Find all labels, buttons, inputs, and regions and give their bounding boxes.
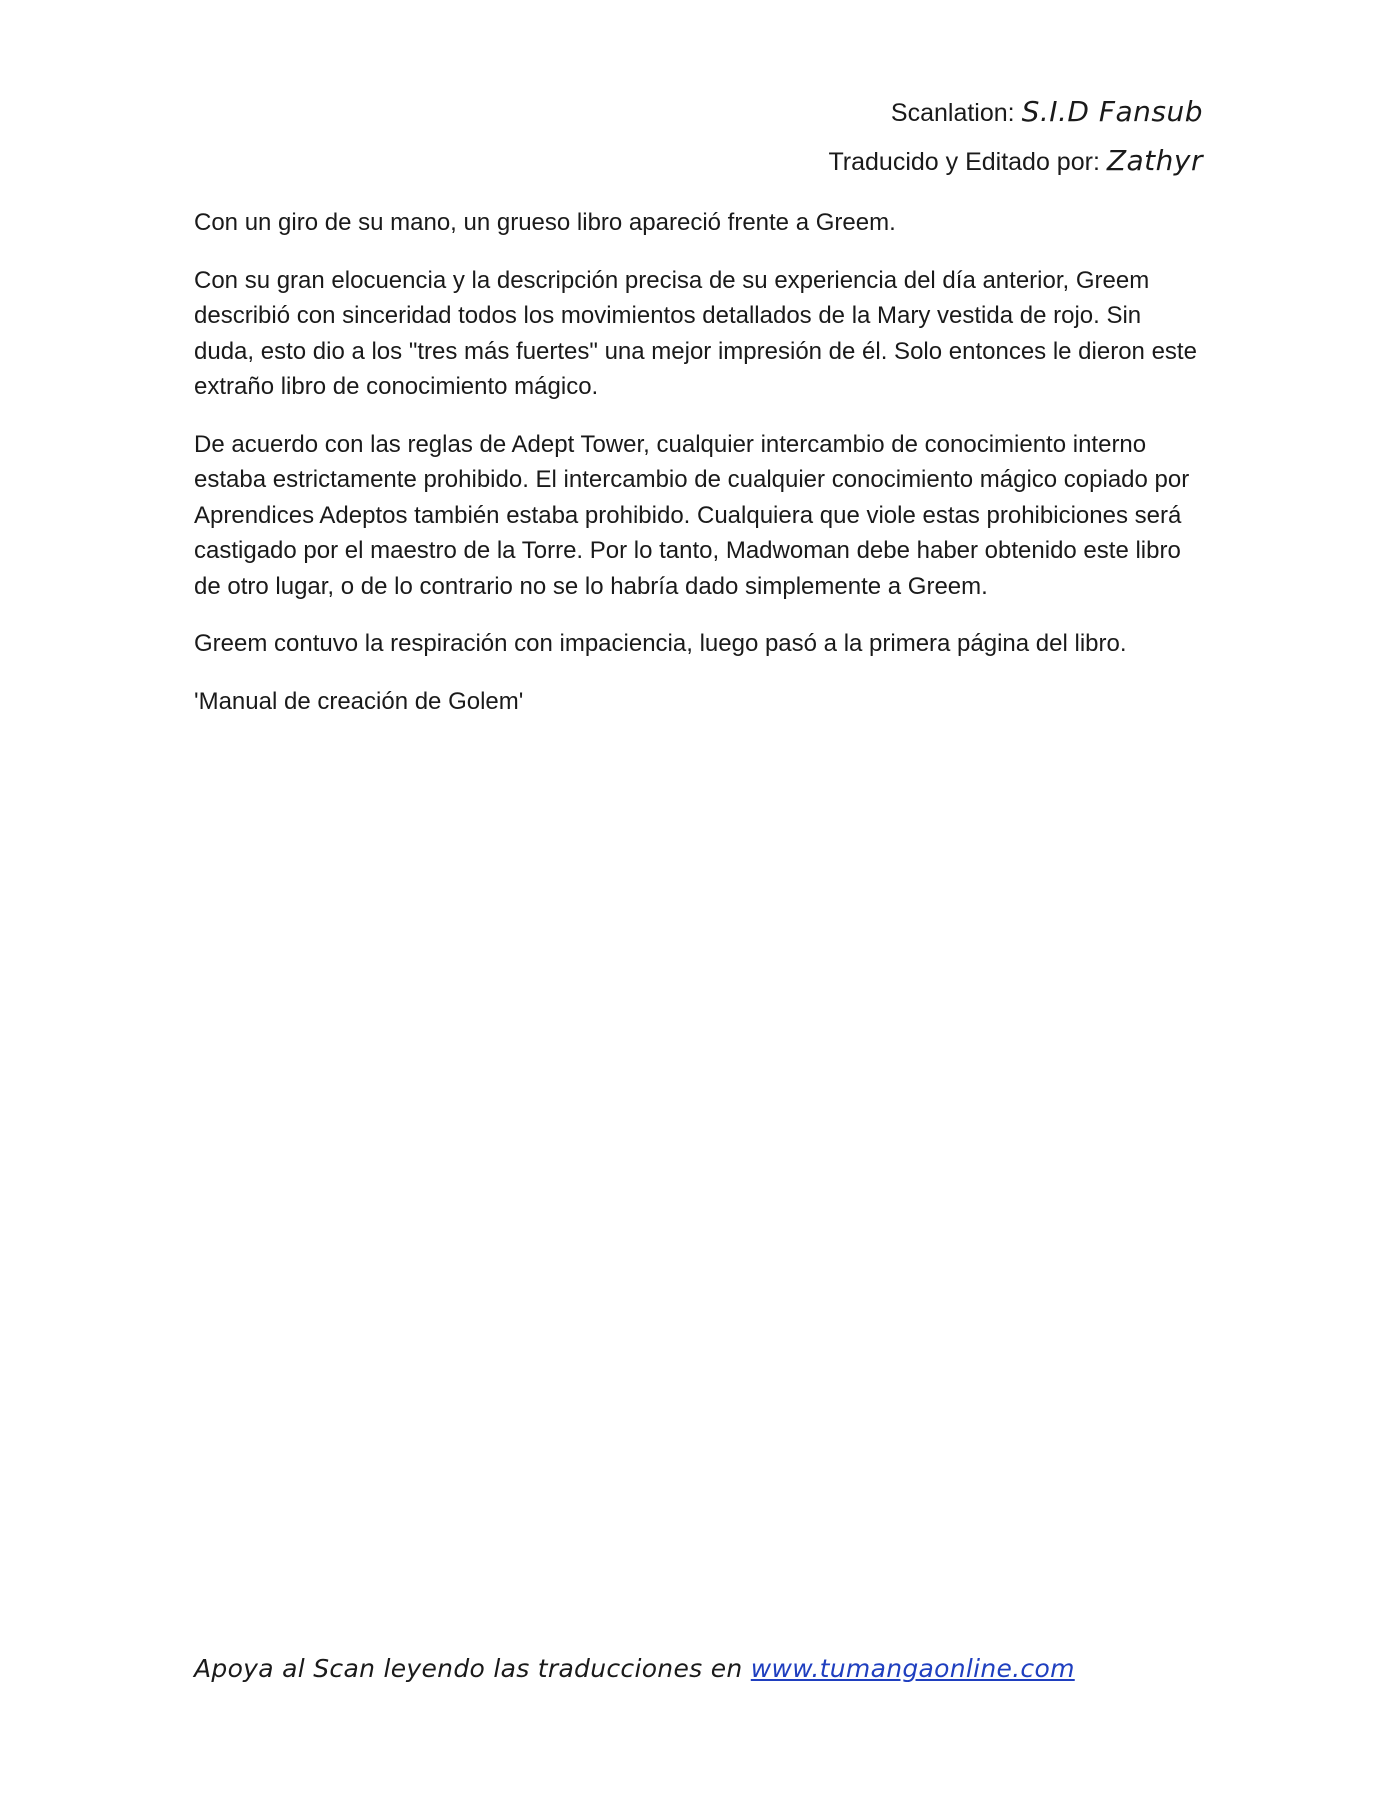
body-text <box>194 205 1206 741</box>
paragraph-1: Con un giro de su mano, un grueso libro apareció frente a Greem. <box>194 209 896 236</box>
footer-note <box>194 1654 1075 1683</box>
scanlation-credit <box>828 88 1203 137</box>
footer-link[interactable]: www.tumangaonline.com <box>750 1654 1075 1683</box>
translator-label: Traducido y Editado por: <box>828 148 1100 176</box>
scanlation-name: S.I.D Fansub <box>1021 95 1203 128</box>
paragraph-4: Greem contuvo la respiración con impaciencia, luego pasó a la primera página del libro. <box>194 630 1127 657</box>
paragraph-5: 'Manual de creación de Golem' <box>194 687 524 715</box>
footer-text: Apoya al Scan leyendo las traducciones en <box>194 1654 751 1683</box>
scanlation-label: Scanlation: <box>890 99 1015 127</box>
translator-credit <box>828 137 1203 186</box>
translator-name: Zathyr <box>1106 144 1203 177</box>
paragraph-3: De acuerdo con las reglas de Adept Tower, cualquier intercambio de conocimiento interno estaba estrictamente prohibido. El intercambio de cualquier conocimiento mágico copiado por Aprendices Adeptos también estaba prohibido. Cualquiera que viole estas prohibiciones será castigado por el maestro de la Torre. Por lo tanto, Madwoman debe haber obtenido este libro de otro lugar, o de lo contrario no se lo habría dado simplemente a Greem. <box>194 430 1190 600</box>
paragraph-2: Con su gran elocuencia y la descripción precisa de su experiencia del día anterior, Greem describió con sinceridad todos los movimientos detallados de la Mary vestida de rojo. Sin duda, esto dio a los "tres más fuertes" una mejor impresión de él. Solo entonces le dieron este extraño libro de conocimiento mágico. <box>194 266 1197 400</box>
credits-block <box>828 88 1203 186</box>
